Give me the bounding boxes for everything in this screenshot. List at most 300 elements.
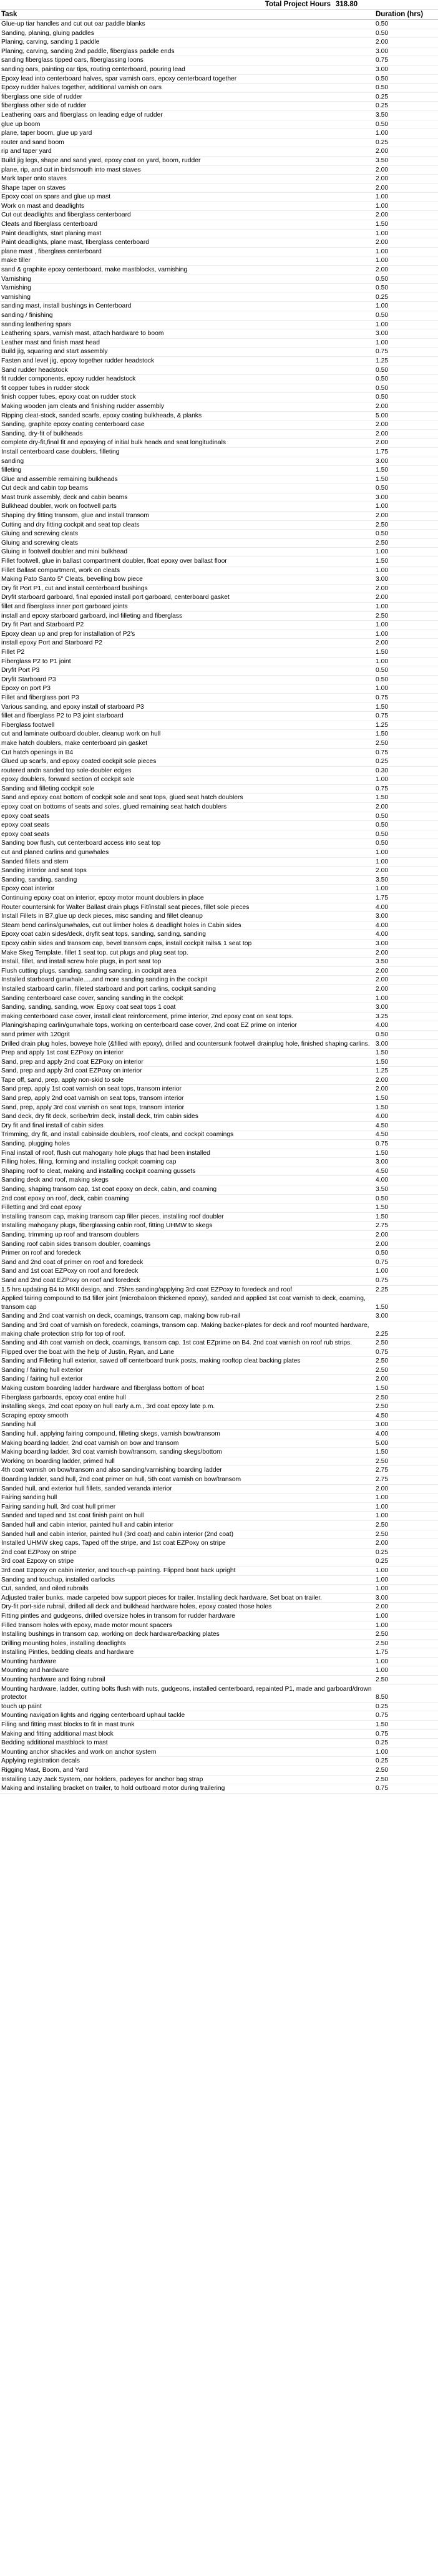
duration-cell[interactable]: 1.50 bbox=[376, 1104, 389, 1111]
task-cell[interactable]: Cutting and dry fitting cockpit and seat top cleats bbox=[1, 521, 140, 528]
duration-cell[interactable]: 1.25 bbox=[376, 357, 389, 364]
task-cell[interactable]: Sanded hull and cabin interior, painted hull and cabin interior bbox=[1, 1521, 173, 1529]
task-cell[interactable]: Sanding and 3rd coat of varnish on foredeck, coamings, transom cap. Making backer-plates for deck and roof mounted hardware, making chafe protection strip for top of roof. bbox=[1, 1321, 369, 1338]
task-cell[interactable]: Planing, carving, sanding 1 paddle bbox=[1, 39, 100, 46]
task-cell[interactable]: plane, rip, and cut in birdsmouth into mast staves bbox=[1, 166, 141, 173]
duration-cell[interactable]: 0.75 bbox=[376, 1730, 389, 1738]
duration-cell[interactable]: 4.00 bbox=[376, 1022, 389, 1029]
duration-cell[interactable]: 2.50 bbox=[376, 1358, 389, 1365]
duration-cell[interactable]: 0.75 bbox=[376, 57, 389, 64]
duration-cell[interactable]: 2.50 bbox=[376, 1339, 389, 1347]
duration-cell[interactable]: 1.00 bbox=[376, 1494, 389, 1502]
duration-cell[interactable]: 2.00 bbox=[376, 1086, 389, 1093]
task-cell[interactable]: Installing transom cap, making transom cap filler pieces, installing roof doubler bbox=[1, 1213, 224, 1220]
task-cell[interactable]: Epoxy cabin sides and transom cap, bevel transom caps, install cockpit rails& 1 seat top bbox=[1, 940, 252, 947]
task-cell[interactable]: Filling holes, filing, forming and installing cockpit coaming cap bbox=[1, 1159, 177, 1166]
duration-cell[interactable]: 2.50 bbox=[376, 539, 389, 547]
task-cell[interactable]: Mounting and hardware bbox=[1, 1667, 69, 1674]
task-cell[interactable]: Gluing in footwell doubler and mini bulkhead bbox=[1, 548, 128, 556]
duration-cell[interactable]: 2.00 bbox=[376, 239, 389, 246]
task-cell[interactable]: glue up boom bbox=[1, 120, 41, 128]
duration-cell[interactable]: 2.50 bbox=[376, 612, 389, 620]
task-cell[interactable]: Fillet and fiberglass port P3 bbox=[1, 694, 79, 701]
duration-cell[interactable]: 0.50 bbox=[376, 75, 389, 82]
task-cell[interactable]: cut and planed carlins and gunwhales bbox=[1, 849, 109, 857]
duration-cell[interactable]: 0.25 bbox=[376, 758, 389, 766]
task-cell[interactable]: Bulkhead doubler, work on footwell parts bbox=[1, 503, 117, 510]
task-cell[interactable]: plane mast , fiberglass centerboard bbox=[1, 248, 102, 255]
task-cell[interactable]: Continuing epoxy coat on interior, epoxy motor mount doublers in place bbox=[1, 895, 204, 902]
task-cell[interactable]: Filled transom holes with epoxy, made motor mount spacers bbox=[1, 1621, 172, 1629]
task-cell[interactable]: Installing bushings in transom cap, working on deck hardware/backing plates bbox=[1, 1631, 220, 1638]
task-cell[interactable]: Sanding, dry-fit of bulkheads bbox=[1, 430, 83, 437]
task-cell[interactable]: Epoxy coat cabin sides/deck, dryfit seat tops, sanding, sanding, sanding bbox=[1, 931, 206, 938]
duration-cell[interactable]: 1.00 bbox=[376, 503, 389, 510]
task-cell[interactable]: Epoxy coat interior bbox=[1, 885, 55, 893]
duration-cell[interactable]: 1.00 bbox=[376, 1567, 389, 1574]
duration-cell[interactable]: 2.50 bbox=[376, 521, 389, 528]
task-cell[interactable]: sanding mast, install bushings in Centerboard bbox=[1, 303, 132, 310]
task-cell[interactable]: Shaping dry fitting transom, glue and install transom bbox=[1, 512, 149, 520]
duration-cell[interactable]: 1.00 bbox=[376, 858, 389, 865]
task-cell[interactable]: Fiberglass footwell bbox=[1, 721, 55, 729]
duration-cell[interactable]: 3.50 bbox=[376, 157, 389, 164]
duration-cell[interactable]: 2.00 bbox=[376, 1540, 389, 1547]
task-cell[interactable]: Mounting navigation lights and rigging centerboard uphaul tackle bbox=[1, 1712, 185, 1719]
task-cell[interactable]: Sand rudder headstock bbox=[1, 366, 68, 374]
task-cell[interactable]: install epoxy Port and Starboard P2 bbox=[1, 639, 102, 647]
duration-cell[interactable]: 0.50 bbox=[376, 275, 389, 283]
duration-cell[interactable]: 2.00 bbox=[376, 639, 389, 647]
duration-cell[interactable]: 3.00 bbox=[376, 493, 389, 501]
task-cell[interactable]: sanding fiberglass tipped oars, fiberglassing loons bbox=[1, 57, 144, 64]
duration-cell[interactable]: 1.00 bbox=[376, 1268, 389, 1275]
duration-cell[interactable]: 2.00 bbox=[376, 1603, 389, 1611]
duration-cell[interactable]: 1.00 bbox=[376, 1748, 389, 1756]
duration-cell[interactable]: 1.50 bbox=[376, 1095, 389, 1102]
duration-cell[interactable]: 1.50 bbox=[376, 794, 389, 802]
task-cell[interactable]: Epoxy rudder halves together, additional varnish on oars bbox=[1, 84, 162, 92]
task-cell[interactable]: Installed starboard carlin, filleted starboard and port carlins, cockpit sanding bbox=[1, 985, 216, 993]
duration-cell[interactable]: 1.00 bbox=[376, 603, 389, 610]
task-cell[interactable]: Sand deck, dry fit deck, scribe/trim deck, install deck, trim cabin sides bbox=[1, 1113, 198, 1120]
task-cell[interactable]: Adjusted trailer bunks, made carpeted bow support pieces for trailer. Installing deck hardware, Set boat on trailer. bbox=[1, 1594, 322, 1601]
duration-cell[interactable]: 3.00 bbox=[376, 940, 389, 947]
task-cell[interactable]: Sanded hull, and exterior hull fillets, sanded veranda interior bbox=[1, 1485, 172, 1492]
duration-cell[interactable]: 1.25 bbox=[376, 1067, 389, 1075]
duration-cell[interactable]: 2.25 bbox=[376, 1286, 389, 1293]
task-cell[interactable]: Work on mast and deadlights bbox=[1, 202, 85, 210]
task-cell[interactable]: Installed starboard gunwhale.....and more sanding sanding in the cockpit bbox=[1, 976, 208, 984]
task-cell[interactable]: Glued up scarfs, and epoxy coated cockpit sole pieces bbox=[1, 758, 157, 766]
task-cell[interactable]: routered andn sanded top sole-doubler edges bbox=[1, 767, 132, 774]
task-cell[interactable]: Trimming, dry fit, and install cabinside doublers, roof cleats, and cockpit coamings bbox=[1, 1131, 234, 1139]
task-cell[interactable]: installing skegs, 2nd coat epoxy on hull early a.m., 3rd coat epoxy late p.m. bbox=[1, 1403, 215, 1411]
duration-cell[interactable]: 1.50 bbox=[376, 221, 389, 228]
task-cell[interactable]: Sand prep, apply 2nd coat varnish on seat tops, transom interior bbox=[1, 1095, 184, 1102]
duration-cell[interactable]: 1.00 bbox=[376, 202, 389, 210]
duration-cell[interactable]: 3.00 bbox=[376, 576, 389, 583]
task-cell[interactable]: Varnishing bbox=[1, 275, 31, 283]
duration-cell[interactable]: 0.30 bbox=[376, 767, 389, 774]
task-cell[interactable]: Flush cutting plugs, sanding, sanding sanding, in cockpit area bbox=[1, 967, 177, 975]
duration-cell[interactable]: 1.00 bbox=[376, 321, 389, 328]
task-cell[interactable]: Cut deck and cabin top beams bbox=[1, 485, 89, 492]
duration-cell[interactable]: 0.50 bbox=[376, 376, 389, 383]
task-cell[interactable]: Tape off, sand, prep, apply non-skid to sole bbox=[1, 1076, 124, 1084]
task-cell[interactable]: Sand and 1st coat EZPoxy on roof and foredeck bbox=[1, 1268, 139, 1275]
task-cell[interactable]: Mounting hardware, ladder, cutting bolts flush with nuts, gudgeons, installed centerboard, repainted P1, made and garboard/drown protector bbox=[1, 1685, 372, 1701]
task-cell[interactable]: Fillet P2 bbox=[1, 648, 25, 656]
task-cell[interactable]: Mounting hardware bbox=[1, 1658, 57, 1665]
duration-cell[interactable]: 2.50 bbox=[376, 1676, 389, 1684]
duration-cell[interactable]: 4.00 bbox=[376, 1113, 389, 1120]
task-cell[interactable]: Router countersink for Walter Ballast drain plugs Fit/install seat pieces, fillet sole pieces bbox=[1, 903, 250, 911]
duration-cell[interactable]: 2.00 bbox=[376, 421, 389, 429]
task-cell[interactable]: Planing/shaping carlin/gunwhale tops, working on centerboard case cover, 2nd coat EZ prime on interior bbox=[1, 1022, 297, 1029]
task-cell[interactable]: Making custom boarding ladder hardware and fiberglass bottom of boat bbox=[1, 1385, 205, 1392]
duration-cell[interactable]: 2.00 bbox=[376, 585, 389, 592]
task-cell[interactable]: Install, fillet, and install screw hole plugs, in port seat top bbox=[1, 958, 162, 966]
duration-cell[interactable]: 1.00 bbox=[376, 1576, 389, 1583]
task-cell[interactable]: fit copper tubes in rudder stock bbox=[1, 384, 89, 392]
duration-cell[interactable]: 2.00 bbox=[376, 867, 389, 875]
duration-cell[interactable]: 0.50 bbox=[376, 284, 389, 292]
task-cell[interactable]: Glue and assemble remaining bulkheads bbox=[1, 475, 118, 483]
duration-cell[interactable]: 0.75 bbox=[376, 712, 389, 720]
duration-cell[interactable]: 0.75 bbox=[376, 1140, 389, 1148]
duration-column-header[interactable]: Duration (hrs) bbox=[376, 11, 424, 18]
task-cell[interactable]: Making Pato Santo 5" Cleats, bevelling bow piece bbox=[1, 576, 143, 583]
task-cell[interactable]: Scraping epoxy smooth bbox=[1, 1412, 69, 1419]
duration-cell[interactable]: 1.50 bbox=[376, 1049, 389, 1057]
task-cell[interactable]: Sanding hull bbox=[1, 1421, 37, 1429]
duration-cell[interactable]: 1.50 bbox=[376, 1303, 389, 1311]
duration-cell[interactable]: 5.00 bbox=[376, 1439, 389, 1447]
duration-cell[interactable]: 1.00 bbox=[376, 1503, 389, 1510]
duration-cell[interactable]: 1.00 bbox=[376, 685, 389, 693]
task-cell[interactable]: Boarding ladder, sand hull, 2nd coat primer on hull, 5th coat varnish on bow/transom bbox=[1, 1476, 241, 1483]
task-cell[interactable]: Sand, prep and apply 2nd coat EZPoxy on interior bbox=[1, 1058, 144, 1066]
task-cell[interactable]: Installing Lazy Jack System, oar holders, padeyes for anchor bag strap bbox=[1, 1776, 203, 1783]
duration-cell[interactable]: 2.00 bbox=[376, 184, 389, 192]
task-cell[interactable]: Sanding hull, applying fairing compound, filleting skegs, varnish bow/transom bbox=[1, 1431, 220, 1438]
task-cell[interactable]: Dry fit Part and Starboard P2 bbox=[1, 621, 84, 629]
duration-cell[interactable]: 0.25 bbox=[376, 1558, 389, 1565]
duration-cell[interactable]: 2.00 bbox=[376, 804, 389, 811]
duration-cell[interactable]: 1.00 bbox=[376, 1612, 389, 1620]
duration-cell[interactable]: 1.00 bbox=[376, 1621, 389, 1629]
task-cell[interactable]: router and sand boom bbox=[1, 139, 64, 146]
duration-cell[interactable]: 1.50 bbox=[376, 1204, 389, 1212]
task-cell[interactable]: varnishing bbox=[1, 293, 31, 301]
duration-cell[interactable]: 0.50 bbox=[376, 822, 389, 829]
task-cell[interactable]: Mounting hardware and fixing rubrail bbox=[1, 1676, 105, 1684]
duration-cell[interactable]: 2.50 bbox=[376, 1767, 389, 1774]
task-cell[interactable]: sanding leathering spars bbox=[1, 321, 72, 328]
task-cell[interactable]: install and epoxy starboard garboard, incl filleting and fiberglass bbox=[1, 612, 183, 620]
duration-cell[interactable]: 1.50 bbox=[376, 1721, 389, 1729]
duration-cell[interactable]: 1.00 bbox=[376, 849, 389, 857]
task-cell[interactable]: Applied fairing compound to B4 filler joint (microbaloon thickened epoxy), sanded and applied 1st coat varnish to deck, coaming, transom cap bbox=[1, 1295, 366, 1311]
duration-cell[interactable]: 0.25 bbox=[376, 293, 389, 301]
duration-cell[interactable]: 1.50 bbox=[376, 558, 389, 565]
task-cell[interactable]: sand primer with 120grit bbox=[1, 1031, 70, 1038]
duration-cell[interactable]: 2.00 bbox=[376, 594, 389, 601]
task-cell[interactable]: Build jig, squaring and start assembly bbox=[1, 348, 108, 356]
duration-cell[interactable]: 2.00 bbox=[376, 1076, 389, 1084]
duration-cell[interactable]: 2.00 bbox=[376, 175, 389, 183]
duration-cell[interactable]: 3.00 bbox=[376, 66, 389, 73]
task-cell[interactable]: Sanding and filleting cockpit sole bbox=[1, 785, 95, 792]
task-cell[interactable]: 4th coat varnish on bow/transom and also sanding/varnishing boarding ladder bbox=[1, 1467, 222, 1474]
duration-cell[interactable]: 3.00 bbox=[376, 1313, 389, 1320]
duration-cell[interactable]: 0.25 bbox=[376, 1703, 389, 1710]
task-cell[interactable]: Glue-up tiar handles and cut out oar paddle blanks bbox=[1, 21, 145, 27]
task-cell[interactable]: Sand, prep, apply 3rd coat varnish on seat tops, transom interior bbox=[1, 1104, 185, 1111]
task-cell[interactable]: 2nd coat EZPoxy on stripe bbox=[1, 1548, 77, 1556]
task-cell[interactable]: Sanding roof cabin sides transom doubler, coamings bbox=[1, 1240, 151, 1248]
task-cell[interactable]: cut and laminate outboard doubler, cleanup work on hull bbox=[1, 731, 161, 738]
task-cell[interactable]: Making wooden jam cleats and finishing rudder assembly bbox=[1, 402, 164, 410]
duration-cell[interactable]: 0.75 bbox=[376, 1348, 389, 1356]
duration-cell[interactable]: 0.50 bbox=[376, 312, 389, 319]
task-cell[interactable]: Bedding additional mastblock to mast bbox=[1, 1739, 108, 1747]
task-cell[interactable]: Epoxy coat on spars and glue up mast bbox=[1, 193, 111, 201]
duration-cell[interactable]: 2.00 bbox=[376, 1376, 389, 1383]
task-cell[interactable]: Sanding, shaping transom cap, 1st coat epoxy on deck, cabin, and coaming bbox=[1, 1186, 217, 1193]
duration-cell[interactable]: 0.75 bbox=[376, 1258, 389, 1266]
task-cell[interactable]: fillet and fiberglass P2 to P3 joint starboard bbox=[1, 712, 124, 720]
task-cell[interactable]: Sand and 2nd coat of primer on roof and foredeck bbox=[1, 1258, 144, 1266]
task-cell[interactable]: Cleats and fiberglass centerboard bbox=[1, 221, 97, 228]
task-cell[interactable]: Sanding, trimming up roof and transom doublers bbox=[1, 1231, 139, 1238]
task-cell[interactable]: Primer on roof and foredeck bbox=[1, 1250, 81, 1257]
duration-cell[interactable]: 0.50 bbox=[376, 1031, 389, 1038]
duration-cell[interactable]: 0.50 bbox=[376, 485, 389, 492]
duration-cell[interactable]: 1.50 bbox=[376, 467, 389, 474]
task-cell[interactable]: Varnishing bbox=[1, 284, 31, 292]
duration-cell[interactable]: 1.00 bbox=[376, 621, 389, 629]
duration-cell[interactable]: 0.50 bbox=[376, 21, 389, 27]
task-cell[interactable]: Fairing sanding hull, 3rd coat hull primer bbox=[1, 1503, 116, 1510]
duration-cell[interactable]: 4.00 bbox=[376, 931, 389, 938]
task-cell[interactable]: Fitting pintles and gudgeons, drilled oversize holes in transom for rudder hardware bbox=[1, 1612, 235, 1620]
task-cell[interactable]: Dryfit Starboard P3 bbox=[1, 676, 56, 683]
task-cell[interactable]: Sanding, sanding, sanding, wow. Epoxy coat seat tops 1 coat bbox=[1, 1004, 176, 1011]
duration-cell[interactable]: 0.50 bbox=[376, 84, 389, 92]
duration-cell[interactable]: 0.50 bbox=[376, 394, 389, 401]
task-cell[interactable]: Sand and 2nd coat EZPoxy on roof and foredeck bbox=[1, 1276, 140, 1284]
duration-cell[interactable]: 0.50 bbox=[376, 530, 389, 538]
duration-cell[interactable]: 2.50 bbox=[376, 1457, 389, 1465]
task-cell[interactable]: complete dry-fit,final fit and epoxying of initial bulk heads and seat longitudinals bbox=[1, 439, 226, 447]
task-cell[interactable]: making centerboard case cover, install cleat reinforcement, prime interior, 2nd epoxy coat on seat tops. bbox=[1, 1013, 294, 1020]
task-cell[interactable]: Build jig legs, shape and sand yard, epoxy coat on yard, boom, rudder bbox=[1, 157, 201, 164]
duration-cell[interactable]: 1.00 bbox=[376, 130, 389, 137]
task-cell[interactable]: Install centerboard case doublers, filleting bbox=[1, 448, 120, 455]
duration-cell[interactable]: 1.75 bbox=[376, 1649, 389, 1656]
duration-cell[interactable]: 2.50 bbox=[376, 1366, 389, 1374]
duration-cell[interactable]: 1.00 bbox=[376, 1585, 389, 1593]
duration-cell[interactable]: 1.00 bbox=[376, 303, 389, 310]
duration-cell[interactable]: 0.50 bbox=[376, 384, 389, 392]
duration-cell[interactable]: 0.25 bbox=[376, 102, 389, 110]
task-cell[interactable]: Sanded fillets and stern bbox=[1, 858, 69, 865]
duration-cell[interactable]: 2.50 bbox=[376, 1530, 389, 1538]
duration-cell[interactable]: 2.75 bbox=[376, 1476, 389, 1483]
task-cell[interactable]: Shaping roof to cleat, making and installing cockpit coaming gussets bbox=[1, 1167, 196, 1175]
duration-cell[interactable]: 0.50 bbox=[376, 840, 389, 847]
duration-cell[interactable]: 2.00 bbox=[376, 266, 389, 274]
duration-cell[interactable]: 3.00 bbox=[376, 1594, 389, 1601]
duration-cell[interactable]: 1.75 bbox=[376, 895, 389, 902]
task-cell[interactable]: Dry fit and final install of cabin sides bbox=[1, 1122, 104, 1129]
task-cell[interactable]: sanding oars, painting oar tips, routing centerboard, pouring lead bbox=[1, 66, 185, 73]
task-cell[interactable]: epoxy coat seats bbox=[1, 822, 50, 829]
task-cell[interactable]: Mark taper onto staves bbox=[1, 175, 67, 183]
task-cell[interactable]: Various sanding, and epoxy install of starboard P3 bbox=[1, 703, 144, 711]
task-cell[interactable]: Sanding, planing, gluing paddles bbox=[1, 29, 94, 37]
duration-cell[interactable]: 4.00 bbox=[376, 903, 389, 911]
task-cell[interactable]: Sanding / fairing hull exterior bbox=[1, 1366, 83, 1374]
task-cell[interactable]: Leather mast and finish mast head bbox=[1, 339, 100, 346]
task-cell[interactable]: Sanding, graphite epoxy coating centerboard case bbox=[1, 421, 145, 429]
duration-cell[interactable]: 1.50 bbox=[376, 475, 389, 483]
task-cell[interactable]: Sand and epoxy coat bottom of cockpit sole and seat tops, glued seat hatch doublers bbox=[1, 794, 243, 802]
duration-cell[interactable]: 3.00 bbox=[376, 47, 389, 55]
task-cell[interactable]: Sanding centerboard case cover, sanding sanding in the cockpit bbox=[1, 994, 183, 1002]
task-column-header[interactable]: Task bbox=[1, 11, 17, 18]
duration-cell[interactable]: 4.00 bbox=[376, 921, 389, 929]
duration-cell[interactable]: 2.75 bbox=[376, 1222, 389, 1230]
duration-cell[interactable]: 3.50 bbox=[376, 111, 389, 119]
duration-cell[interactable]: 4.00 bbox=[376, 1431, 389, 1438]
task-cell[interactable]: Cut out deadlights and fiberglass centerboard bbox=[1, 211, 131, 219]
task-cell[interactable]: Rigging Mast, Boom, and Yard bbox=[1, 1767, 89, 1774]
duration-cell[interactable]: 0.75 bbox=[376, 348, 389, 356]
task-cell[interactable]: Paint deadlights, plane mast, fiberglass centerboard bbox=[1, 239, 149, 246]
duration-cell[interactable]: 2.50 bbox=[376, 1631, 389, 1638]
task-cell[interactable]: make tiller bbox=[1, 257, 31, 265]
task-cell[interactable]: fit rudder components, epoxy rudder headstock bbox=[1, 376, 136, 383]
duration-cell[interactable]: 2.00 bbox=[376, 949, 389, 956]
duration-cell[interactable]: 5.00 bbox=[376, 412, 389, 419]
task-cell[interactable]: Install Fillets in B7,glue up deck pieces, misc sanding and fillet cleanup bbox=[1, 913, 203, 920]
task-cell[interactable]: Dry-fit port-side rubrail, drilled all deck and bulkhead hardware holes, epoxy coated those holes bbox=[1, 1603, 272, 1611]
task-cell[interactable]: Flipped over the boat with the help of Justin, Ryan, and Lane bbox=[1, 1348, 175, 1356]
duration-cell[interactable]: 2.00 bbox=[376, 1240, 389, 1248]
task-cell[interactable]: Making and installing bracket on trailer, to hold outboard motor during trailering bbox=[1, 1785, 225, 1792]
task-cell[interactable]: Sanding deck and roof, making skegs bbox=[1, 1177, 109, 1184]
duration-cell[interactable]: 4.50 bbox=[376, 1131, 389, 1139]
duration-cell[interactable]: 1.50 bbox=[376, 1385, 389, 1392]
task-cell[interactable]: touch up paint bbox=[1, 1703, 42, 1710]
duration-cell[interactable]: 0.75 bbox=[376, 1785, 389, 1792]
task-cell[interactable]: Final install of roof, flush cut mahogany hole plugs that had been installed bbox=[1, 1149, 210, 1157]
task-cell[interactable]: Working on boarding ladder, primed hull bbox=[1, 1457, 115, 1465]
task-cell[interactable]: Steam bend carlins/gunwhales, cut out limber holes & deadlight holes in Cabin sides bbox=[1, 921, 241, 929]
duration-cell[interactable]: 2.00 bbox=[376, 1231, 389, 1238]
task-cell[interactable]: rip and taper yard bbox=[1, 148, 52, 155]
task-cell[interactable]: Making and fitting additional mast block bbox=[1, 1730, 114, 1738]
duration-cell[interactable]: 0.50 bbox=[376, 1250, 389, 1257]
task-cell[interactable]: Shape taper on staves bbox=[1, 184, 66, 192]
duration-cell[interactable]: 0.25 bbox=[376, 1757, 389, 1765]
task-cell[interactable]: Fillet Ballast compartment, work on cleats bbox=[1, 566, 120, 574]
task-cell[interactable]: epoxy coat on bottoms of seats and soles, glued remaining seat hatch doublers bbox=[1, 804, 227, 811]
task-cell[interactable]: Drilled drain plug holes, boweye hole (&filled with epoxy), drilled and countersunk footwell drainplug hole, finished shaping carlins. bbox=[1, 1040, 370, 1047]
duration-cell[interactable]: 3.50 bbox=[376, 876, 389, 883]
duration-cell[interactable]: 1.00 bbox=[376, 248, 389, 255]
task-cell[interactable]: Sanding and 2nd coat varnish on deck, coamings, transom cap, making bow rub-rail bbox=[1, 1313, 240, 1320]
task-cell[interactable]: Dryfit Port P3 bbox=[1, 667, 40, 674]
duration-cell[interactable]: 2.50 bbox=[376, 1394, 389, 1401]
task-cell[interactable]: fillet and fiberglass inner port garboard joints bbox=[1, 603, 128, 610]
task-cell[interactable]: Dryfit starboard garboard, final epoxied install port garboard, centerboard gasket bbox=[1, 594, 230, 601]
task-cell[interactable]: Leathering spars, varnish mast, attach hardware to boom bbox=[1, 330, 164, 338]
duration-cell[interactable]: 0.50 bbox=[376, 676, 389, 683]
duration-cell[interactable]: 0.25 bbox=[376, 93, 389, 100]
duration-cell[interactable]: 4.00 bbox=[376, 1177, 389, 1184]
duration-cell[interactable]: 2.00 bbox=[376, 967, 389, 975]
duration-cell[interactable]: 1.00 bbox=[376, 1512, 389, 1520]
duration-cell[interactable]: 1.00 bbox=[376, 658, 389, 665]
task-cell[interactable]: Planing, carving, sanding 2nd paddle, fiberglass paddle ends bbox=[1, 47, 175, 55]
duration-cell[interactable]: 1.00 bbox=[376, 566, 389, 574]
duration-cell[interactable]: 2.00 bbox=[376, 976, 389, 984]
duration-cell[interactable]: 3.00 bbox=[376, 457, 389, 465]
task-cell[interactable]: 3rd coat Ezpoxy on cabin interior, and touch-up painting. Flipped boat back upright bbox=[1, 1567, 236, 1574]
duration-cell[interactable]: 1.00 bbox=[376, 1667, 389, 1674]
task-cell[interactable]: Cut, sanded, and oiled rubrails bbox=[1, 1585, 89, 1593]
duration-cell[interactable]: 2.00 bbox=[376, 39, 389, 46]
duration-cell[interactable]: 3.00 bbox=[376, 1159, 389, 1166]
task-cell[interactable]: Make Skeg Template, fillet 1 seat top, cut plugs and plug seat top. bbox=[1, 949, 188, 956]
task-cell[interactable]: Fiberglass garboards, epoxy coat entire hull bbox=[1, 1394, 126, 1401]
task-cell[interactable]: Drilling mounting holes, installing deadlights bbox=[1, 1640, 126, 1647]
duration-cell[interactable]: 1.25 bbox=[376, 721, 389, 729]
duration-cell[interactable]: 1.50 bbox=[376, 1058, 389, 1066]
task-cell[interactable]: Installed UHMW skeg caps, Taped off the stripe, and 1st coat EZPoxy on stripe bbox=[1, 1540, 226, 1547]
duration-cell[interactable]: 0.50 bbox=[376, 812, 389, 820]
duration-cell[interactable]: 0.75 bbox=[376, 694, 389, 701]
duration-cell[interactable]: 2.75 bbox=[376, 1467, 389, 1474]
duration-cell[interactable]: 2.50 bbox=[376, 1776, 389, 1783]
task-cell[interactable]: Sanding and Filleting hull exterior, sawed off centerboard trunk posts, making rooftop cleat backing plates bbox=[1, 1358, 301, 1365]
task-cell[interactable]: plane, taper boom, glue up yard bbox=[1, 130, 92, 137]
duration-cell[interactable]: 3.50 bbox=[376, 1186, 389, 1193]
duration-cell[interactable]: 1.00 bbox=[376, 548, 389, 556]
task-cell[interactable]: Mounting anchor shackles and work on anchor system bbox=[1, 1748, 157, 1756]
duration-cell[interactable]: 1.50 bbox=[376, 648, 389, 656]
duration-cell[interactable]: 1.50 bbox=[376, 703, 389, 711]
duration-cell[interactable]: 1.50 bbox=[376, 731, 389, 738]
duration-cell[interactable]: 2.00 bbox=[376, 512, 389, 520]
task-cell[interactable]: Installing Pintles, bedding cleats and hardware bbox=[1, 1649, 134, 1656]
task-cell[interactable]: Sanding and 4th coat varnish on deck, coamings, transom cap. 1st coat EZprime on B4. 2nd coat varnish on roof rub strips. bbox=[1, 1339, 353, 1347]
duration-cell[interactable]: 1.50 bbox=[376, 1213, 389, 1220]
duration-cell[interactable]: 1.00 bbox=[376, 630, 389, 638]
duration-cell[interactable]: 0.50 bbox=[376, 29, 389, 37]
task-cell[interactable]: Fairing sanding hull bbox=[1, 1494, 57, 1502]
task-cell[interactable]: Filletting and 3rd coat epoxy bbox=[1, 1204, 82, 1212]
duration-cell[interactable]: 1.00 bbox=[376, 193, 389, 201]
task-cell[interactable]: sanding / finishing bbox=[1, 312, 53, 319]
duration-cell[interactable]: 2.25 bbox=[376, 1330, 389, 1338]
task-cell[interactable]: Mast trunk assembly, deck and cabin beams bbox=[1, 493, 128, 501]
task-cell[interactable]: fiberglass one side of rudder bbox=[1, 93, 82, 100]
